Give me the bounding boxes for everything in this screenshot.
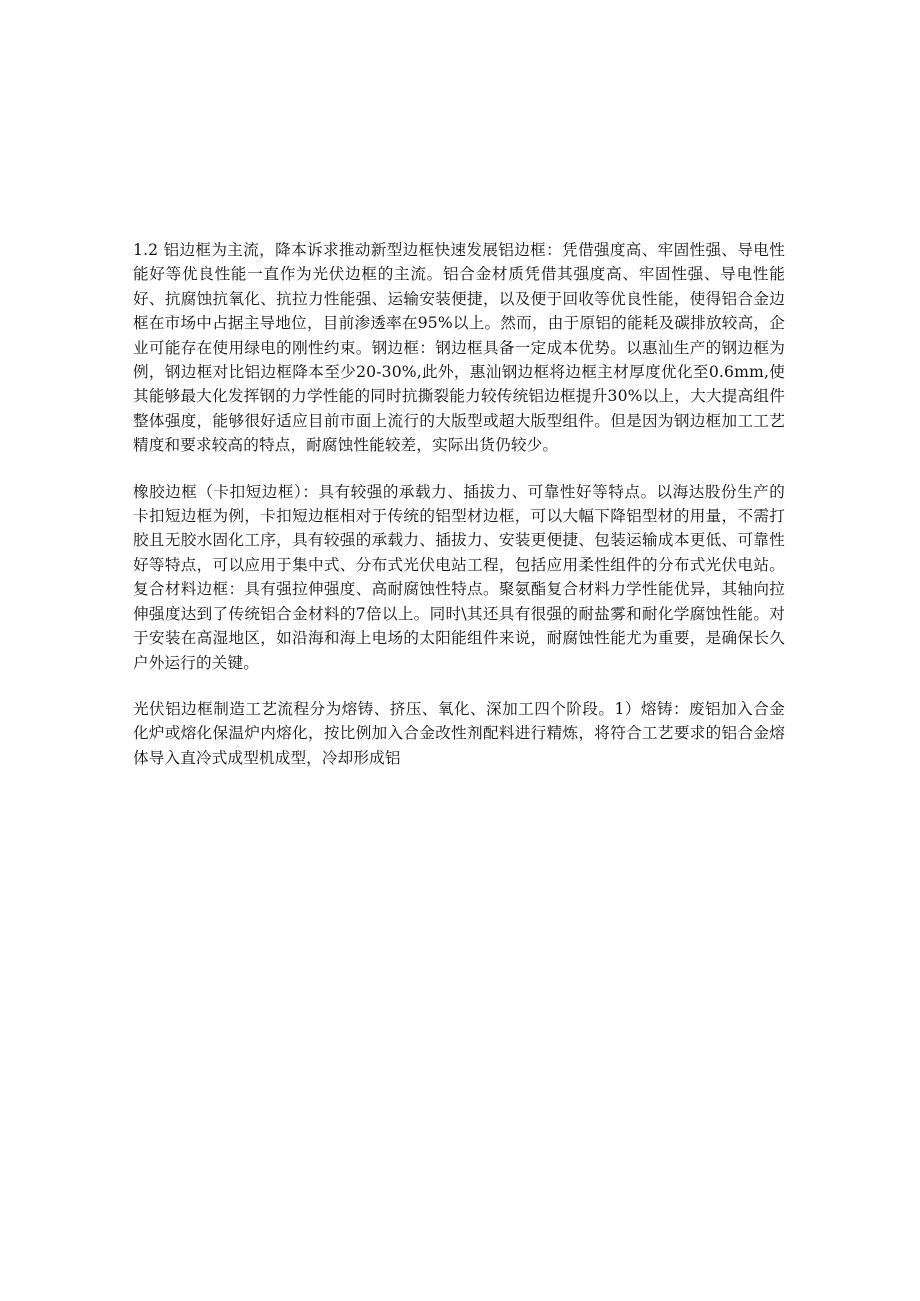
paragraph-aluminum-steel-frames: 1.2 铝边框为主流，降本诉求推动新型边框快速发展铝边框：凭借强度高、牢固性强、导电性能好等优良性能一直作为光伏边框的主流。铝合金材质凭借其强度高、牢固性强、导电性能好、抗腐蚀抗氧化、抗拉力性能强、运输安装便捷，以及便于回收等优良性能，使得铝合金边框在市场中占据主导地位，目前渗透率在95%以上。然而，由于原铝的能耗及碳排放较高，企业可能存在使用绿电的刚性约束。钢边框：钢边框具备一定成本优势。以惠汕生产的钢边框为例，钢边框对比铝边框降本至少20-30%,此外，惠汕钢边框将边框主材厚度优化至0.6mm,使其能够最大化发挥钢的力学性能的同时抗撕裂能力较传统铝边框提升30%以上，大大提高组件整体强度，能够很好适应目前市面上流行的大版型或超大版型组件。但是因为钢边框加工工艺精度和要求较高的特点，耐腐蚀性能较差，实际出货仍较少。	[133, 241, 785, 455]
paragraph-rubber-composite-frames: 橡胶边框（卡扣短边框）：具有较强的承载力、插拔力、可靠性好等特点。以海达股份生产的卡扣短边框为例，卡扣短边框相对于传统的铝型材边框，可以大幅下降铝型材的用量，不需打胶且无胶水固化工序，具有较强的承载力、插拔力、安装更便捷、包装运输成本更低、可靠性好等特点，可以应用于集中式、分布式光伏电站工程，包括应用柔性组件的分布式光伏电站。复合材料边框：具有强拉伸强度、高耐腐蚀性特点。聚氨酯复合材料力学性能优异，其轴向拉伸强度达到了传统铝合金材料的7倍以上。同时\其还具有很强的耐盐雾和耐化学腐蚀性能。对于安装在高湿地区，如沿海和海上电场的太阳能组件来说，耐腐蚀性能尤为重要，是确保长久户外运行的关键。	[133, 482, 785, 672]
paragraph-manufacturing-process: 光伏铝边框制造工艺流程分为熔铸、挤压、氧化、深加工四个阶段。1）熔铸：废铝加入合金化炉或熔化保温炉内熔化，按比例加入合金改性剂配料进行精炼，将符合工艺要求的铝合金熔体导入直冷式成型机成型，冷却形成铝	[133, 699, 785, 767]
document-body	[133, 238, 785, 770]
